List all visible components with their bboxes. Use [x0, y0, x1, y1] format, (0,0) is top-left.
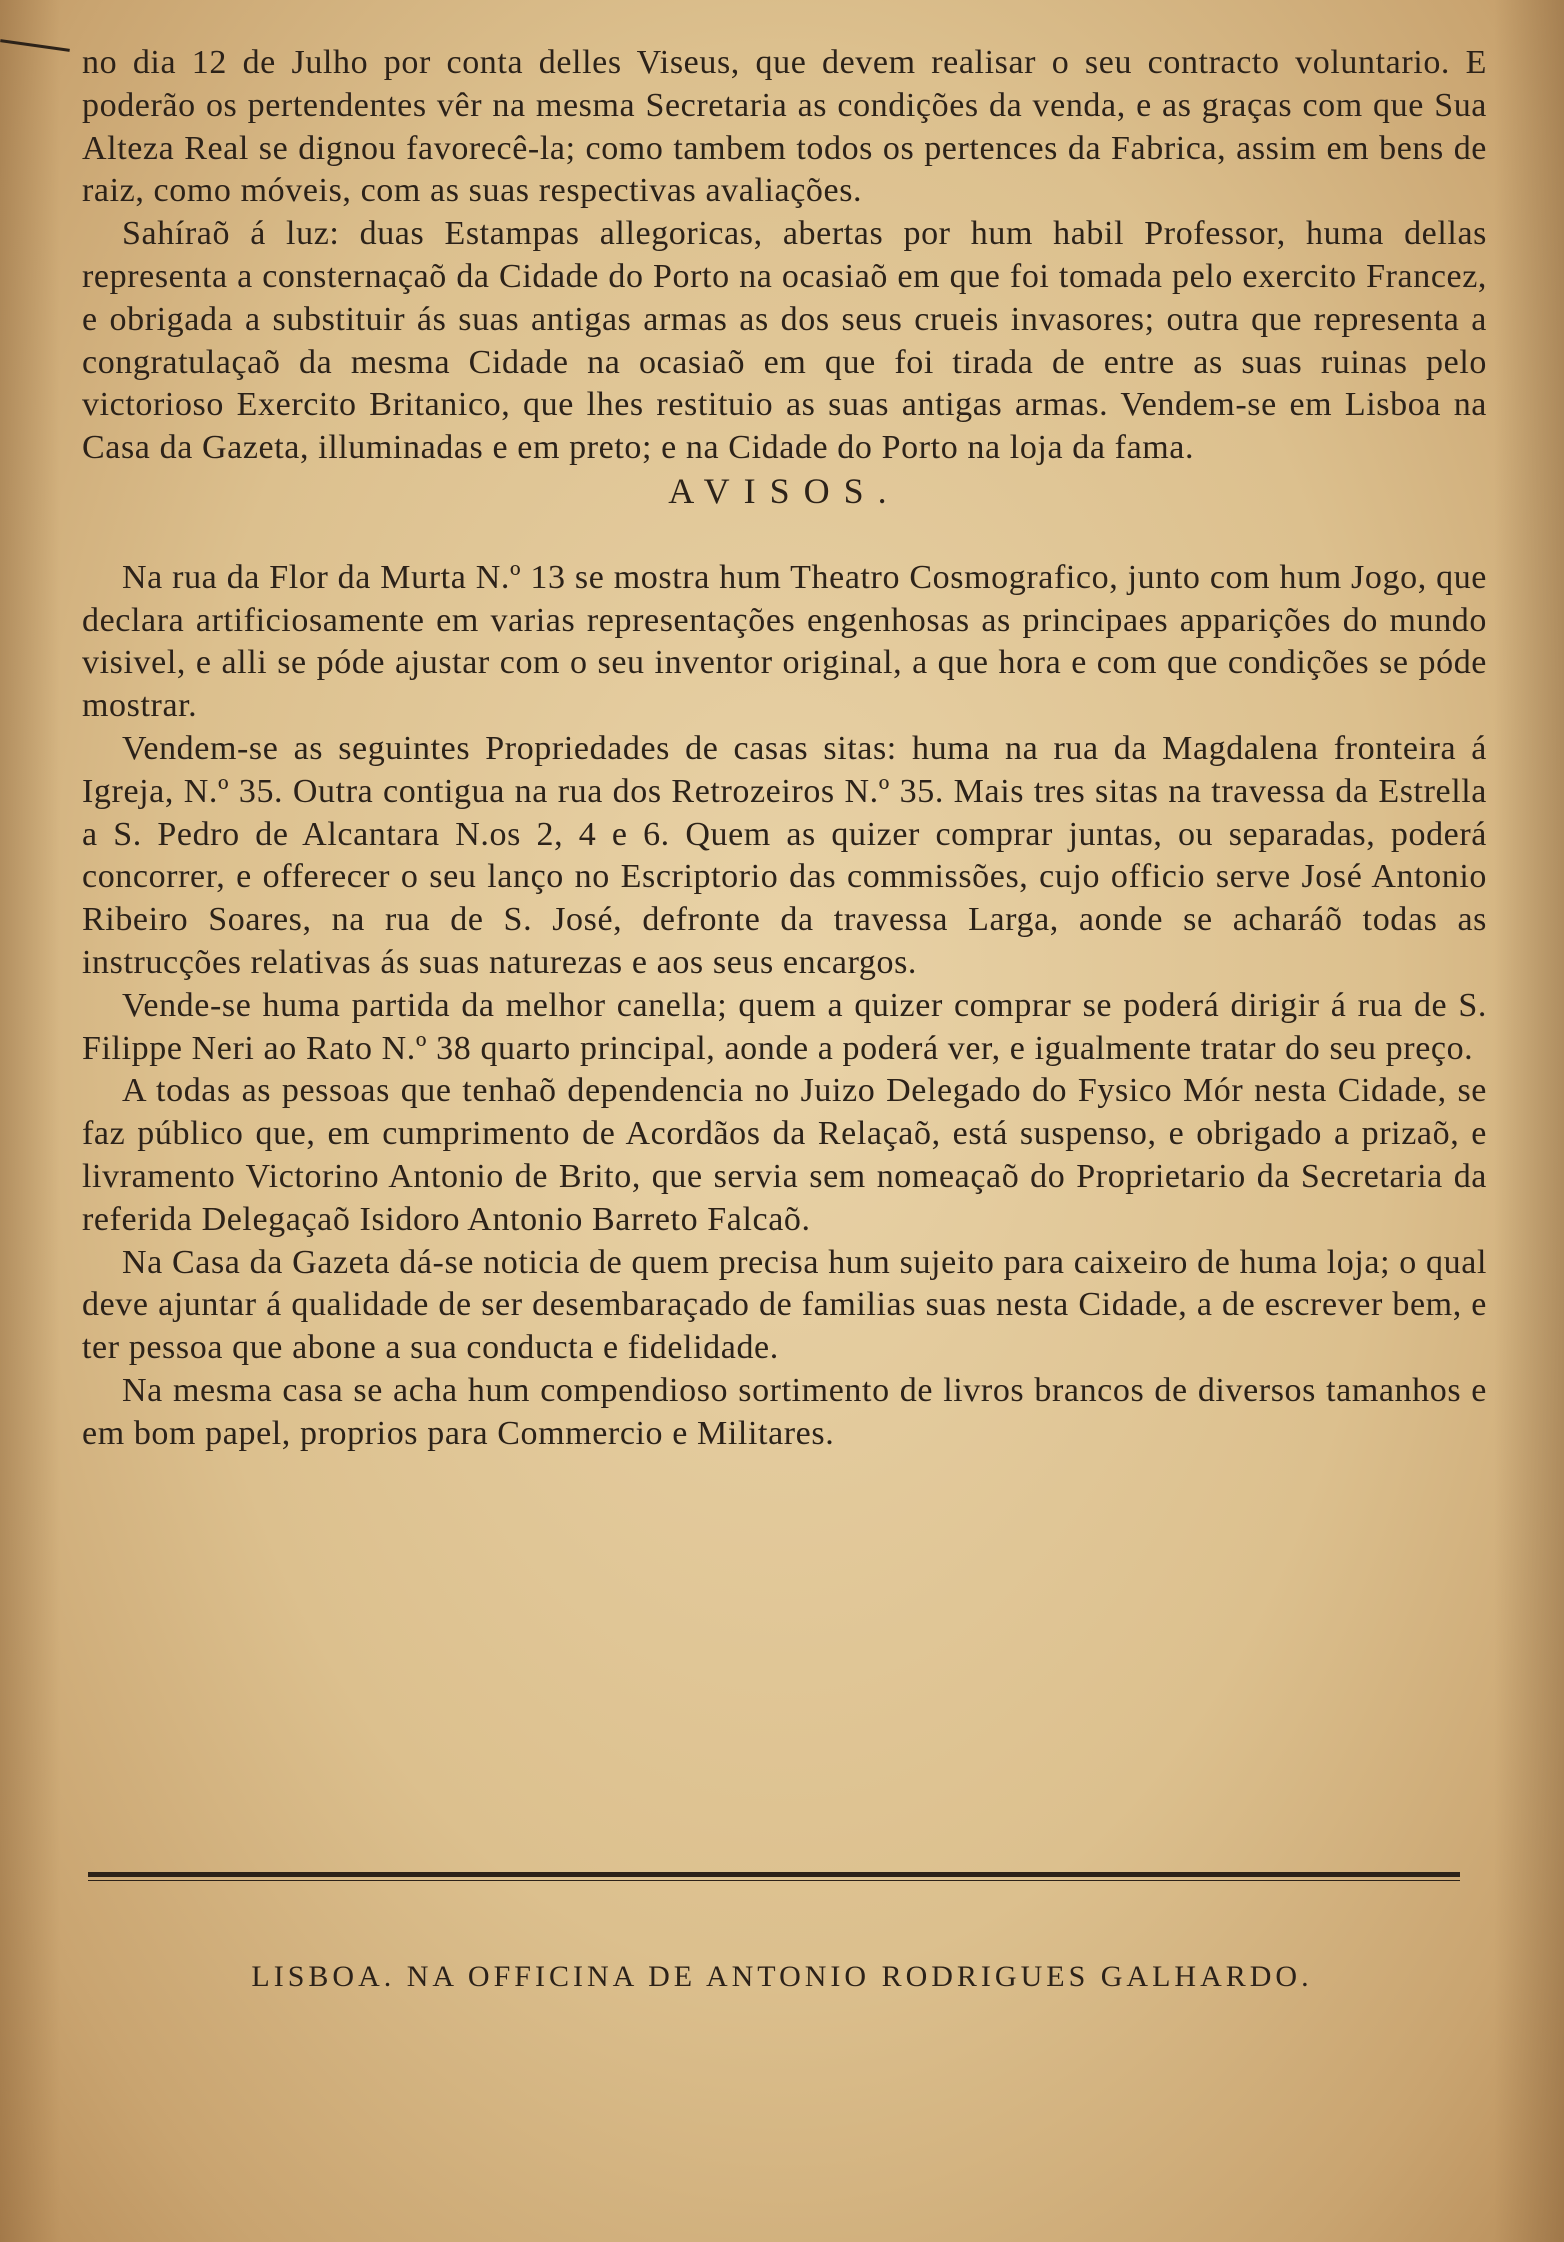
margin-mark [0, 39, 70, 52]
notice-caixeiro: Na Casa da Gazeta dá-se noticia de quem precisa hum sujeito para caixeiro de huma loja; o qual deve ajuntar á qualidade de ser desembaraçado de familias suas nesta Cidade, a de escrever bem, e ter pessoa que abone a sua conducta e fidelidade. [82, 1243, 1487, 1367]
thin-rule [88, 1880, 1460, 1881]
notice-juizo: A todas as pessoas que tenhaõ dependencia no Juizo Delegado do Fysico Mór nesta Cidade, se faz público que, em cumprimento de Acordãos da Relaçaõ, está suspenso, e obrigado a prizaõ, e livramento Victorino Antonio de Brito, que servia sem nomeaçaõ do Proprietario da Secretaria da referida Delegaçaõ Isidoro Antonio Barreto Falcaõ. [82, 1072, 1487, 1238]
imprint-line: LISBOA. NA OFFICINA DE ANTONIO RODRIGUES GALHARDO. [251, 1960, 1313, 1993]
notice-properties: Vendem-se as seguintes Propriedades de casas sitas: huma na rua da Magdalena fronteira á Igreja, N.º 35. Outra contigua na rua dos Retrozeiros N.º 35. Mais tres sitas na travessa da Estrella a S. Pedro de Alcantara N.os 2, 4 e 6. Quem as quizer comprar juntas, ou separadas, poderá concorrer, e offerecer o seu lanço no Escriptorio das commissões, cujo officio serve José Antonio Ribeiro Soares, na rua de S. José, defronte da travessa Larga, aonde se acharáõ todas as instrucções relativas ás suas naturezas e aos seus encargos. [82, 729, 1487, 981]
paragraph-engravings: Sahíraõ á luz: duas Estampas allegoricas, abertas por hum habil Professor, huma dellas representa a consternaçaõ da Cidade do Porto na ocasiaõ em que foi tomada pelo exercito Francez, e obrigada a substituir ás suas antigas armas as dos seus crueis invasores; outra que representa a congratulaçaõ da mesma Cidade na ocasiaõ em que foi tirada de entre as suas ruinas pelo victorioso Exercito Britanico, que lhes restituio as suas antigas armas. Vendem-se em Lisboa na Casa da Gazeta, illuminadas e em preto; e na Cidade do Porto na loja da fama. [82, 215, 1487, 467]
body-text [82, 42, 1487, 1456]
notice-theatro: Na rua da Flor da Murta N.º 13 se mostra hum Theatro Cosmografico, junto com hum Jogo, que declara artificiosamente em varias representações engenhosas as principaes apparições do mundo visivel, e alli se póde ajustar com o seu inventor original, a que hora e com que condições se póde mostrar. [82, 558, 1487, 725]
section-heading: AVISOS. [668, 470, 901, 511]
notice-livros: Na mesma casa se acha hum compendioso sortimento de livros brancos de diversos tamanhos e em bom papel, proprios para Commercio e Militares. [82, 1371, 1487, 1452]
thick-rule [88, 1872, 1460, 1877]
notice-canella: Vende-se huma partida da melhor canella; quem a quizer comprar se poderá dirigir á rua de S. Filippe Neri ao Rato N.º 38 quarto principal, aonde a poderá ver, e igualmente tratar do seu preço. [82, 986, 1487, 1067]
paragraph-sale-continuation: no dia 12 de Julho por conta delles Viseus, que devem realisar o seu contracto voluntario. E poderão os pertendentes vêr na mesma Secretaria as condições da venda, e as graças com que Sua Alteza Real se dignou favorecê-la; como tambem todos os pertences da Fabrica, assim em bens de raiz, como móveis, com as suas respectivas avaliações. [82, 44, 1487, 210]
